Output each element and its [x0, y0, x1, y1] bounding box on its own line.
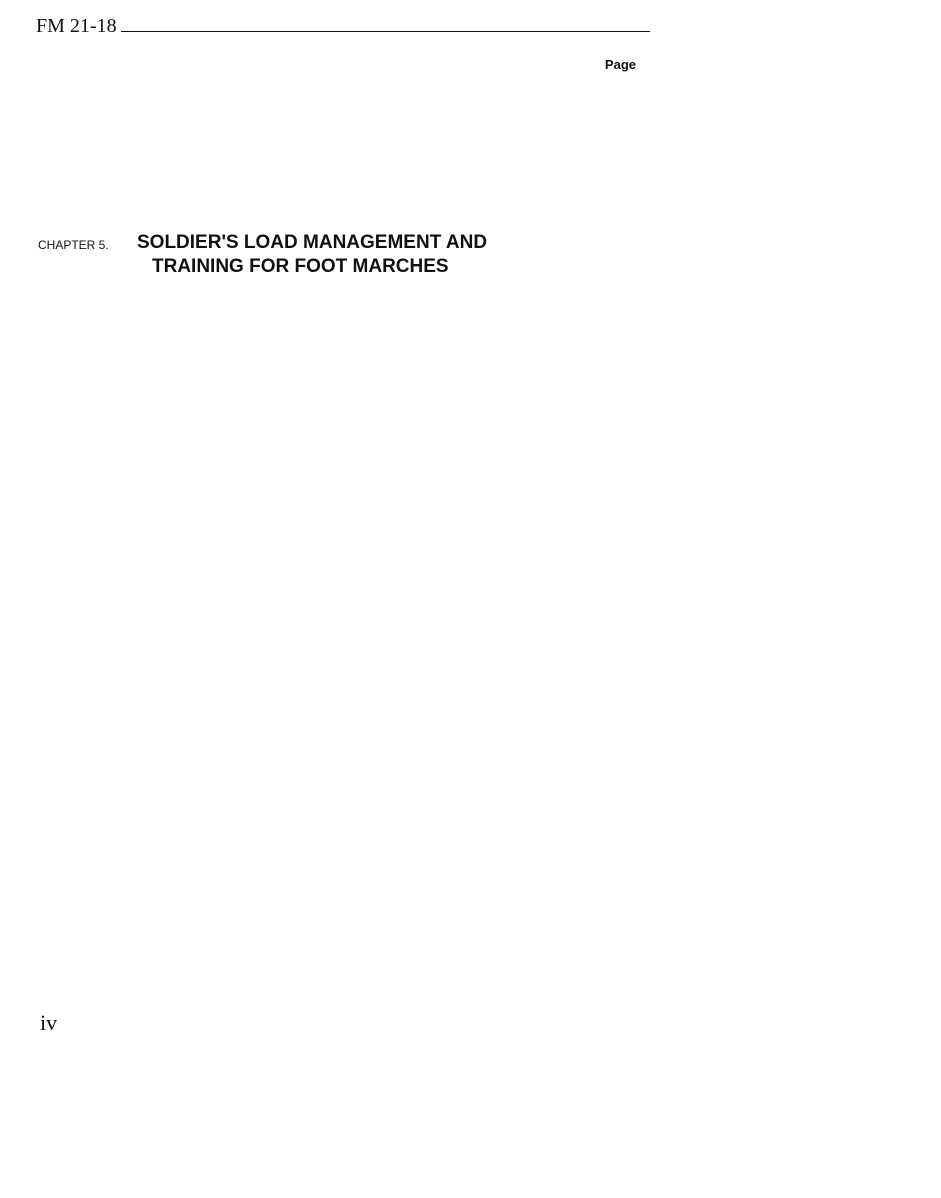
chapter-title-line-1: SOLDIER'S LOAD MANAGEMENT AND: [137, 232, 488, 253]
chapter-title-line-2: TRAINING FOR FOOT MARCHES: [152, 256, 449, 277]
running-header: [36, 14, 650, 38]
page-folio: iv: [40, 1010, 58, 1035]
header-rule: [36, 31, 650, 32]
page-column-label: Page: [604, 57, 636, 72]
chapter-label: CHAPTER 5.: [38, 238, 109, 252]
document-id: FM 21-18: [36, 14, 121, 38]
